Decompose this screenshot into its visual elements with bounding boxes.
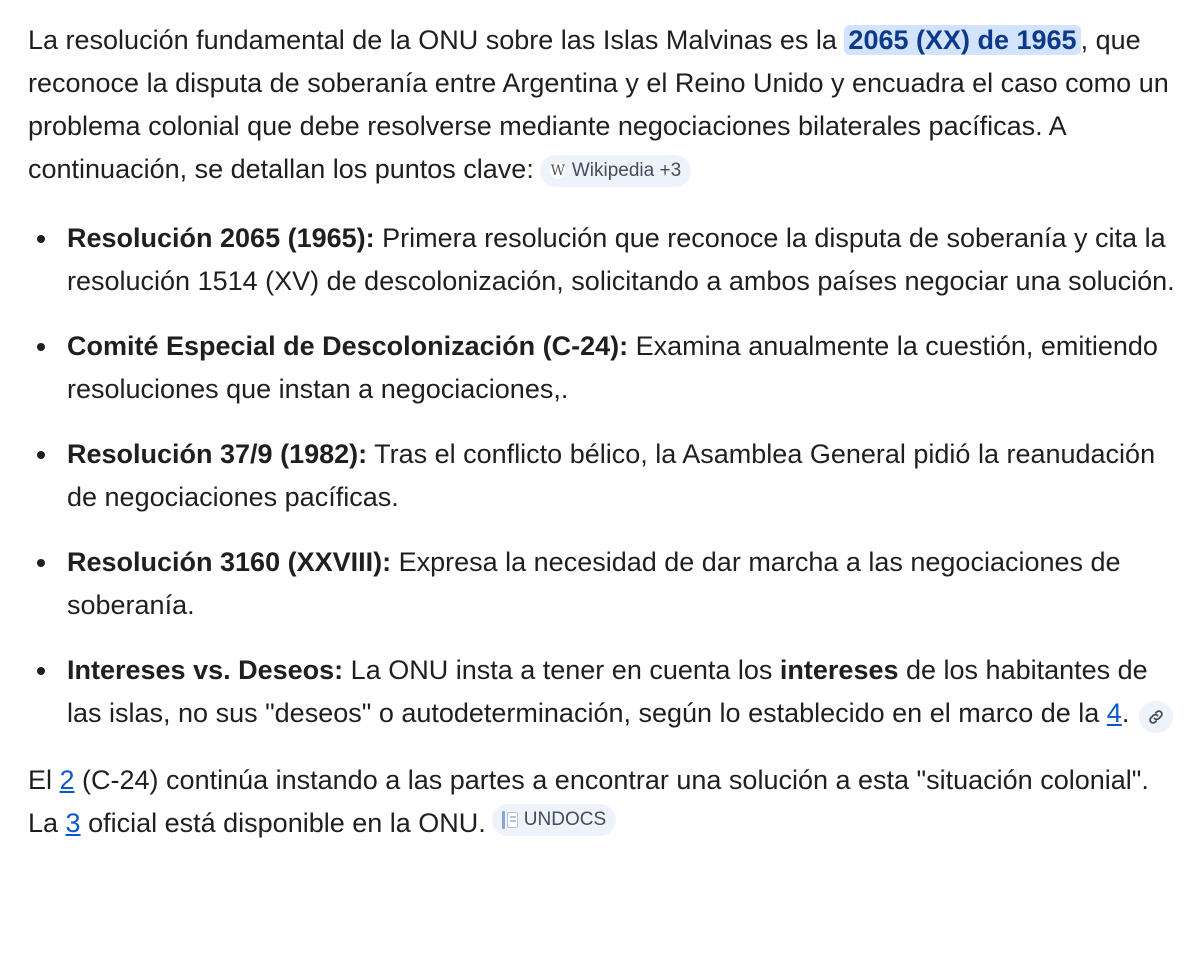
point-text: Tras el conflicto bélico, la Asamblea General pidió la reanudación de negociaciones pacíficas. [67,439,1156,512]
outro-text: El [28,765,60,795]
point-term: Resolución 2065 (1965): [67,223,375,253]
reference-link-3[interactable]: 3 [65,808,81,838]
document-icon [502,811,518,829]
outro-text: oficial está disponible en la ONU. [80,808,486,838]
point-text: . [1121,698,1130,728]
highlighted-resolution[interactable]: 2065 (XX) de 1965 [844,25,1080,55]
point-term: Resolución 37/9 (1982): [67,439,368,469]
list-item [28,541,1178,627]
source-chip-undocs[interactable] [492,804,616,836]
point-text: Examina anualmente la cuestión, emitiendo resoluciones que instan a negociaciones,. [67,331,1158,404]
list-item [28,433,1178,519]
source-chip-wikipedia[interactable] [540,155,691,187]
intro-text-before: La resolución fundamental de la ONU sobre las Islas Malvinas es la [28,25,845,55]
point-term: Resolución 3160 (XXVIII): [67,547,392,577]
wikipedia-icon: W [550,163,566,179]
list-item [28,325,1178,411]
intro-text-after: , que reconoce la disputa de soberanía entre Argentina y el Reino Unido y encuadra el caso como un problema colonial que debe resolverse mediante negociaciones bilaterales pacíficas. A continuación, se detallan los puntos clave: [28,25,1169,184]
reference-link-4[interactable]: 4 [1106,698,1122,728]
key-points-list [28,217,1178,735]
link-icon [1147,708,1165,726]
list-item [28,649,1178,735]
point-text: La ONU insta a tener en cuenta los [343,655,780,685]
source-chip-label: UNDOCS [523,809,607,830]
link-chip[interactable] [1139,701,1173,733]
point-text: de los habitantes de las islas, no sus "deseos" o autodeterminación, según lo establecido en el marco de la [67,655,1148,728]
intro-paragraph [28,19,1178,191]
point-term: Comité Especial de Descolonización (C-24): [67,331,629,361]
point-bold-word: intereses [779,655,899,685]
list-item [28,217,1178,303]
outro-text: (C-24) continúa instando a las partes a encontrar una solución a esta "situación colonial". La [28,765,1149,838]
outro-paragraph [28,759,1178,845]
answer-content [28,19,1178,845]
point-text: Primera resolución que reconoce la disputa de soberanía y cita la resolución 1514 (XV) de descolonización, solicitando a ambos países negociar una solución. [67,223,1175,296]
point-text: Expresa la necesidad de dar marcha a las negociaciones de soberanía. [67,547,1121,620]
reference-link-2[interactable]: 2 [59,765,75,795]
point-term: Intereses vs. Deseos: [67,655,344,685]
source-chip-label: Wikipedia +3 [571,160,682,181]
